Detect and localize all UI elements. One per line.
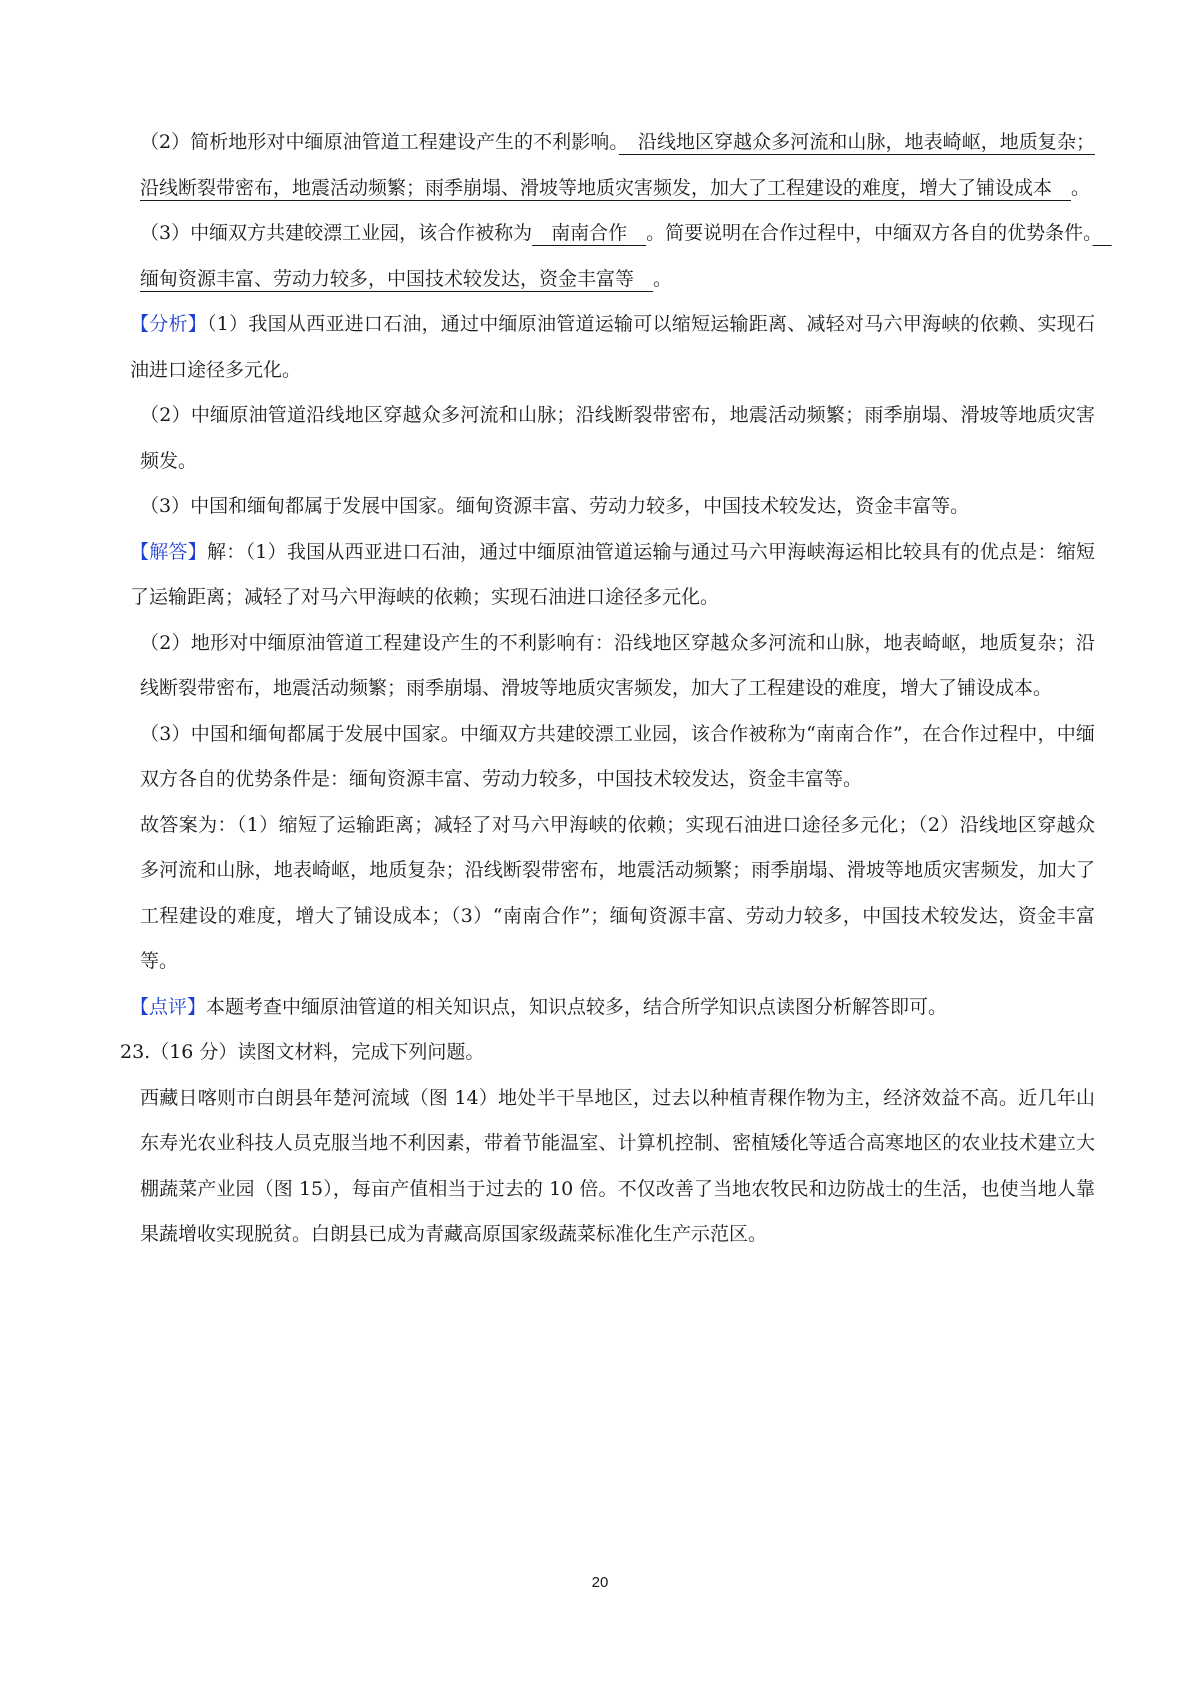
analysis-paragraph-3: （3）中国和缅甸都属于发展中国家。缅甸资源丰富、劳动力较多，中国技术较发达，资金丰富等。 [140,495,970,517]
document-body [120,120,1112,1258]
question-23-material: 西藏日喀则市白朗县年楚河流域（图 14）地处半干旱地区，过去以种植青稞作物为主，经济效益不高。近几年山东寿光农业科技人员克服当地不利因素，带着节能温室、计算机控制、密植矮化等适合高寒地区的农业技术建立大棚蔬菜产业园（图 15），每亩产值相当于过去的 10 倍。不仅改善了当地农牧民和边防战士的生活，也使当地人靠果蔬增收实现脱贫。白朗县已成为青藏高原国家级蔬菜标准化生产示范区。 [140,1086,1095,1245]
question-3: （3）中缅双方共建皎漂工业园，该合作被称为 南南合作 。简要说明在合作过程中，中缅双方各自的优势条件。 缅甸资源丰富、劳动力较多，中国技术较发达，资金丰富等 。 [140,222,1112,290]
question-23-title: 23.（16 分）读图文材料，完成下列问题。 [120,1041,485,1063]
solution-paragraph-3: （3）中国和缅甸都属于发展中国家。中缅双方共建皎漂工业园，该合作被称为“南南合作”，在合作过程中，中缅双方各自的优势条件是：缅甸资源丰富、劳动力较多，中国技术较发达，资金丰富等。 [140,722,1095,790]
solution-tag: 【解答】 [130,540,207,563]
page-number: 20 [591,1574,609,1591]
question-3-answer-1: 南南合作 [532,222,647,244]
question-2-answer: 沿线地区穿越众多河流和山脉，地表崎岖，地质复杂；沿线断裂带密布，地震活动频繁；雨季崩塌、滑坡等地质灾害频发，加大了工程建设的难度，增大了铺设成本 [140,131,1095,199]
question-3-answer-2: 缅甸资源丰富、劳动力较多，中国技术较发达，资金丰富等 [140,222,1112,290]
comment-tag: 【点评】 [130,995,207,1018]
question-2-prompt: （2）简析地形对中缅原油管道工程建设产生的不利影响。 [140,131,619,153]
solution-final-answer: 故答案为：（1）缩短了运输距离；减轻了对马六甲海峡的依赖；实现石油进口途径多元化；（2）沿线地区穿越众多河流和山脉，地表崎岖，地质复杂；沿线断裂带密布，地震活动频繁；雨季崩塌、滑坡等地质灾害频发，加大了工程建设的难度，增大了铺设成本；（3）“南南合作”；缅甸资源丰富、劳动力较多，中国技术较发达，资金丰富等。 [140,813,1095,972]
solution-paragraph-1: 【解答】解：（1）我国从西亚进口石油，通过中缅原油管道运输与通过马六甲海峡海运相比较具有的优点是：缩短了运输距离；减轻了对马六甲海峡的依赖；实现石油进口途径多元化。 [130,540,1095,608]
analysis-paragraph-2: （2）中缅原油管道沿线地区穿越众多河流和山脉；沿线断裂带密布，地震活动频繁；雨季崩塌、滑坡等地质灾害频发。 [140,404,1095,472]
solution-paragraph-2: （2）地形对中缅原油管道工程建设产生的不利影响有：沿线地区穿越众多河流和山脉，地表崎岖，地质复杂；沿线断裂带密布，地震活动频繁；雨季崩塌、滑坡等地质灾害频发，加大了工程建设的难度，增大了铺设成本。 [140,631,1095,699]
analysis-paragraph-1: 【分析】（1）我国从西亚进口石油，通过中缅原油管道运输可以缩短运输距离、减轻对马六甲海峡的依赖、实现石油进口途径多元化。 [130,313,1095,381]
analysis-tag: 【分析】 [130,313,207,335]
comment-paragraph: 【点评】本题考查中缅原油管道的相关知识点，知识点较多，结合所学知识点读图分析解答即可。 [130,995,948,1018]
question-2: （2）简析地形对中缅原油管道工程建设产生的不利影响。 沿线地区穿越众多河流和山脉，地表崎岖，地质复杂；沿线断裂带密布，地震活动频繁；雨季崩塌、滑坡等地质灾害频发，加大了工程建设的难度，增大了铺设成本 。 [140,131,1095,199]
